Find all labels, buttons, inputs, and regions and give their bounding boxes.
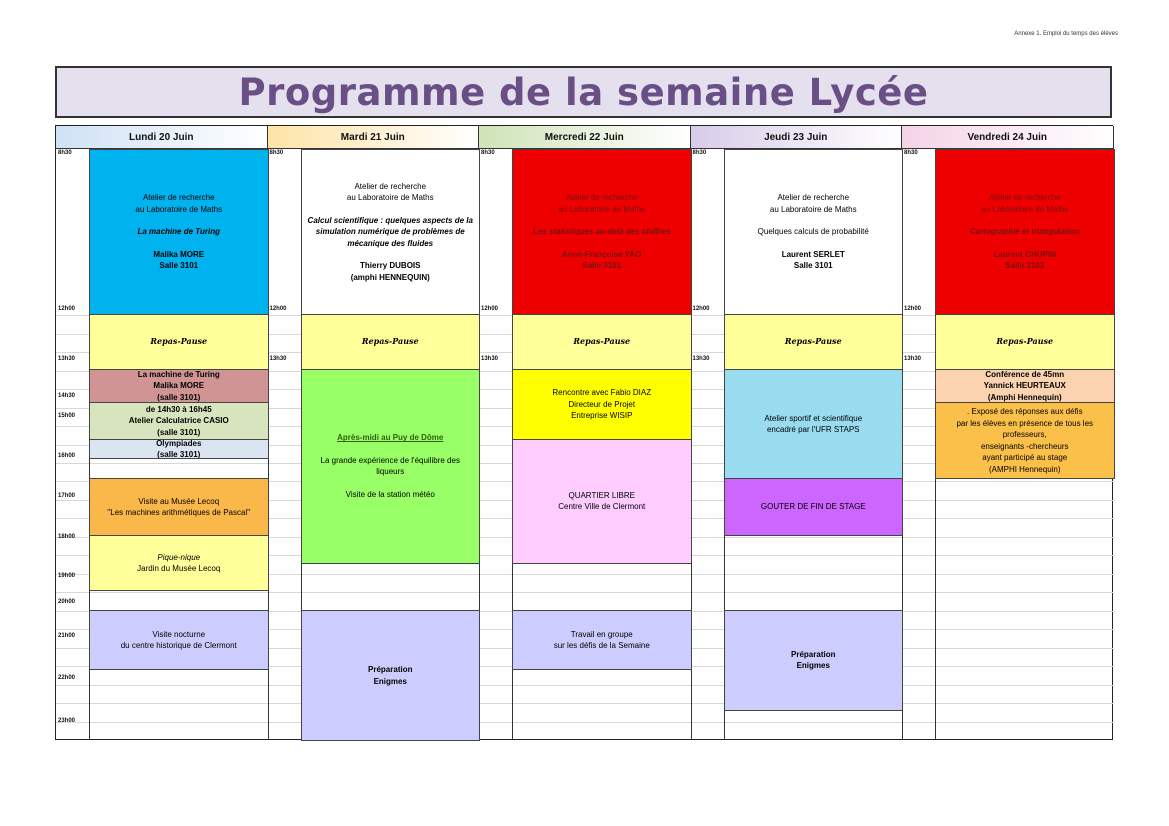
event-text: Laurent SERLET Salle 3101 [781,249,845,271]
event-text: Repas-Pause [150,336,208,347]
time-label: 13h30 [692,356,710,362]
event-text: La machine de Turing [137,227,221,237]
grid-row-line [56,592,1114,593]
event-lundi [89,610,269,670]
time-label: 17h00 [58,493,76,500]
time-label: 13h30 [481,356,499,362]
event-text: Préparation Enigmes [791,649,836,671]
time-label: 13h30 [58,356,76,362]
event-text: Repas-Pause [784,336,842,347]
event-text: Repas-Pause [996,336,1054,347]
event-jeudi [724,314,904,370]
event-text: Jardin du Musée Lecoq [137,564,221,573]
time-label: 20h00 [58,599,76,605]
event-text: GOUTER DE FIN DE STAGE [760,502,866,512]
event-mardi [301,149,481,315]
day-header-mercredi: Mercredi 22 Juin [479,126,691,149]
event-text: Visite de la station météo [345,489,435,499]
event-lundi [89,402,269,440]
event-mercredi [512,439,692,564]
time-label: 8h30 [904,150,918,156]
event-text: Malika MORE Salle 3101 [153,249,205,271]
time-label: 13h30 [904,356,922,362]
time-label: 12h00 [692,306,710,312]
title-banner [55,66,1112,118]
event-text: Repas-Pause [573,336,631,347]
event-mardi [301,610,481,741]
time-label: 13h30 [269,356,287,362]
event-lundi [89,478,269,536]
event-text: Atelier de recherche au Laboratoire de Maths [769,193,857,214]
time-label: 23h00 [58,717,76,724]
event-text: La grande expérience de l'équilibre des liqueurs [320,455,460,477]
schedule-grid [55,125,1113,740]
event-text: Atelier sportif et scientifique encadré par l'UFR STAPS [764,413,863,434]
event-text: Préparation Enigmes [368,665,413,686]
event-jeudi [724,478,904,536]
event-text: Repas-Pause [361,336,419,347]
event-text: Cartographie et triangulation [969,227,1080,237]
event-text: Calcul scientifique : quelques aspects de la simulation numérique de problèmes de mécanique des fluides [307,215,473,248]
event-text: Atelier de recherche au Laboratoire de Maths [135,193,223,214]
event-vendredi [935,369,1115,403]
event-vendredi [935,402,1115,479]
event-text: Pique-nique [157,552,201,562]
time-label: 16h00 [58,453,76,459]
time-label: 8h30 [692,150,707,156]
event-lundi [89,369,269,403]
event-text: Les statistiques au-delà des chiffres [532,227,671,237]
time-label: 8h30 [269,150,284,156]
time-label: 12h00 [58,306,76,312]
event-text: Rencontre avec Fabio DIAZ Directeur de Projet Entreprise WISIP [552,388,652,421]
event-mardi [301,369,481,564]
event-jeudi [724,610,904,711]
event-text: Laurent CHUPIN Salle 3103 [993,249,1056,271]
event-text: Visite nocturne du centre historique de Clermont [120,629,237,650]
day-header-mardi: Mardi 21 Juin [268,126,480,149]
event-text: Thierry DUBOIS (amphi HENNEQUIN) [350,261,430,282]
day-header-vendredi: Vendredi 24 Juin [902,126,1114,149]
time-label: 12h00 [269,306,287,312]
event-lundi [89,314,269,370]
event-text: Travail en groupe sur les défis de la Semaine [553,629,650,650]
time-label: 19h00 [58,573,76,580]
event-vendredi [935,149,1115,315]
event-text: Anne-Françoise YAO Salle 3101 [562,249,642,271]
event-text: Quelques calculs de probabilité [757,227,869,237]
event-text: . Exposé des réponses aux défis par les élèves en présence de tous les professeurs, enseignants -chercheurs ayant participé au stage (AMPHI Hennequin) [956,407,1094,474]
time-label: 18h00 [58,533,76,540]
event-text: Atelier de recherche au Laboratoire de Maths [558,193,646,214]
time-label: 21h00 [58,633,76,640]
event-lundi [89,439,269,459]
event-text: Après-midi au Puy de Dôme [337,433,444,443]
event-text: Olympiades (salle 3101) [156,439,202,459]
day-header-lundi: Lundi 20 Juin [56,126,268,149]
event-text: Atelier de recherche au Laboratoire de Maths [346,181,434,203]
event-mercredi [512,610,692,670]
page-title: Programme de la semaine Lycée [238,70,929,114]
event-jeudi [724,369,904,479]
event-mercredi [512,369,692,440]
event-mardi [301,314,481,370]
event-lundi [89,149,269,315]
time-label: 14h30 [58,393,76,400]
event-text: La machine de Turing Malika MORE (salle 3101) [137,369,220,402]
event-text: Atelier de recherche au Laboratoire de Maths [981,193,1069,214]
grid-row-line [56,703,1114,704]
event-text: Visite au Musée Lecoq "Les machines arithmétiques de Pascal" [107,496,251,517]
event-mercredi [512,314,692,370]
event-vendredi [935,314,1115,370]
time-label: 8h30 [481,150,495,156]
grid-row-line [56,685,1114,686]
event-text: de 14h30 à 16h45 Atelier Calculatrice CASIO (salle 3101) [128,404,229,437]
time-label: 12h00 [481,306,499,312]
event-mercredi [512,149,692,315]
time-label: 8h30 [58,150,72,156]
event-lundi [89,535,269,591]
grid-row-line [56,722,1114,723]
event-text: Conférence de 45mn Yannick HEURTEAUX (Amphi Hennequin) [983,369,1066,402]
time-label: 15h00 [58,413,76,420]
event-text: QUARTIER LIBRE Centre Ville de Clermont [558,490,646,512]
event-jeudi [724,149,904,315]
time-label: 12h00 [904,306,922,312]
annex-note: Annexe 1. Emploi du temps des élèves [1014,31,1118,37]
day-header-jeudi: Jeudi 23 Juin [691,126,903,149]
time-label: 22h00 [58,674,76,681]
